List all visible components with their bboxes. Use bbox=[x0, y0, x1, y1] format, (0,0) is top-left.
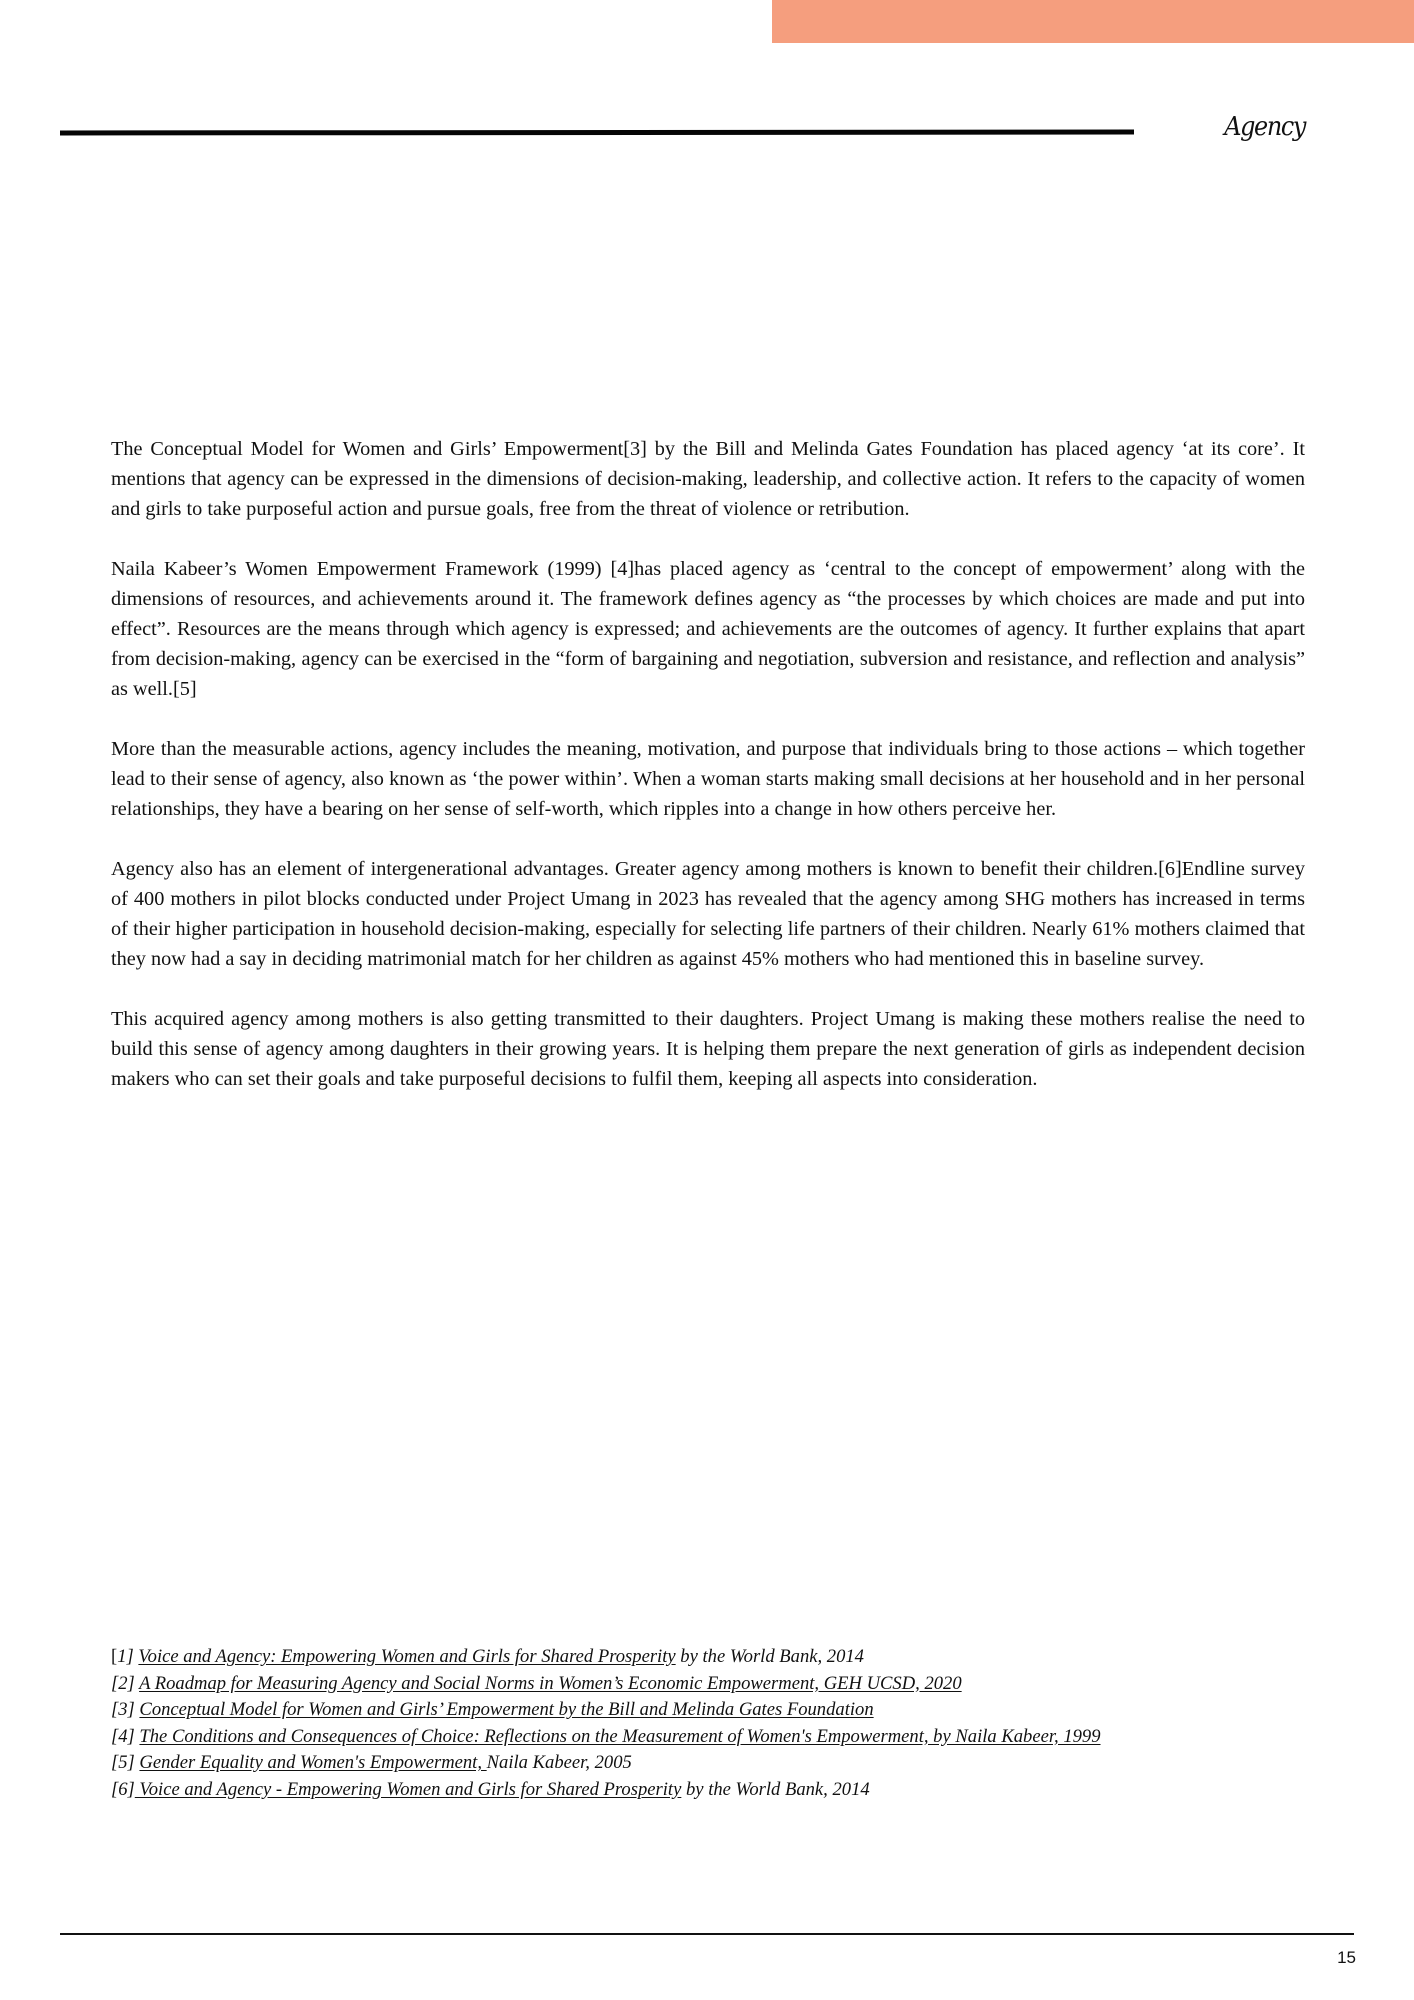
footnote-marker: [2] bbox=[111, 1672, 140, 1694]
footnote-suffix: by the World Bank, 2014 bbox=[675, 1646, 864, 1667]
header-accent-bar bbox=[772, 0, 1414, 43]
section-title: Agency bbox=[1224, 112, 1305, 142]
footnote-link[interactable]: Voice and Agency: Empowering Women and Girls for Shared Prosperity bbox=[138, 1646, 676, 1667]
paragraph-kabeer-framework: Naila Kabeer’s Women Empowerment Framework (1999) [4]has placed agency as ‘central to the concept of empowerment’ along with the dimensions of resources, and achievements around it. The framework defines agency as “the processes by which choices are made and put into effect”. Resources are the means through which agency is expressed; and achievements are the outcomes of agency. It further explains that apart from decision-making, agency can be exercised in the “form of bargaining and negotiation, subversion and resistance, and reflection and analysis” as well.[5] bbox=[111, 558, 1305, 700]
footnote-3 bbox=[111, 1697, 1311, 1724]
body-text bbox=[111, 434, 1305, 1124]
footnote-marker: [5] bbox=[111, 1752, 140, 1773]
footnote-suffix: Naila Kabeer, 2005 bbox=[486, 1752, 632, 1773]
footnote-suffix: by the World Bank, 2014 bbox=[681, 1778, 870, 1800]
footer-rule bbox=[60, 1933, 1354, 1935]
footnote-link[interactable]: The Conditions and Consequences of Choice: Reflections on the Measurement of Women's Empowerment, by Naila Kabeer, 1999 bbox=[139, 1725, 1101, 1747]
paragraph-daughters: This acquired agency among mothers is also getting transmitted to their daughters. Project Umang is making these mothers realise the need to build this sense of agency among daughters in their growing years. It is helping them prepare the next generation of girls as independent decision makers who can set their goals and take purposeful decisions to fulfil them, keeping all aspects into consideration. bbox=[111, 1008, 1305, 1090]
header-rule bbox=[60, 130, 1134, 136]
footnote-4 bbox=[111, 1724, 1311, 1751]
page-number: 15 bbox=[1337, 1948, 1356, 1967]
footnote-link[interactable]: Voice and Agency - Empowering Women and Girls for Shared Prosperity bbox=[134, 1778, 682, 1800]
footnote-2 bbox=[111, 1671, 1311, 1698]
footnotes bbox=[111, 1644, 1311, 1803]
footnote-marker: [4] bbox=[111, 1725, 140, 1747]
paragraph-intergenerational: Agency also has an element of intergenerational advantages. Greater agency among mothers is known to benefit their children.[6]Endline survey of 400 mothers in pilot blocks conducted under Project Umang in 2023 has revealed that the agency among SHG mothers has increased in terms of their higher participation in household decision-making, especially for selecting life partners of their children. Nearly 61% mothers claimed that they now had a say in deciding matrimonial match for her children as against 45% mothers who had mentioned this in baseline survey. bbox=[111, 858, 1305, 970]
footnote-1 bbox=[111, 1644, 1311, 1671]
footnote-marker: 1] bbox=[117, 1646, 139, 1667]
footnote-marker-open: [ bbox=[111, 1646, 118, 1667]
footnote-5 bbox=[111, 1750, 1311, 1777]
footnote-link[interactable]: A Roadmap for Measuring Agency and Social Norms in Women’s Economic Empowerment, GEH UCSD, 2020 bbox=[139, 1672, 962, 1694]
footnote-marker: [3] bbox=[111, 1699, 140, 1720]
footnote-marker: [6] bbox=[111, 1778, 135, 1800]
paragraph-conceptual-model: The Conceptual Model for Women and Girls’ Empowerment[3] by the Bill and Melinda Gates Foundation has placed agency ‘at its core’. It mentions that agency can be expressed in the dimensions of decision-making, leadership, and collective action. It refers to the capacity of women and girls to take purposeful action and pursue goals, free from the threat of violence or retribution. bbox=[111, 438, 1305, 520]
paragraph-power-within: More than the measurable actions, agency includes the meaning, motivation, and purpose that individuals bring to those actions – which together lead to their sense of agency, also known as ‘the power within’. When a woman starts making small decisions at her household and in her personal relationships, they have a bearing on her sense of self-worth, which ripples into a change in how others perceive her. bbox=[111, 738, 1305, 820]
footnote-6 bbox=[111, 1777, 1311, 1804]
footnote-link[interactable]: Conceptual Model for Women and Girls’ Empowerment by the Bill and Melinda Gates Foundation bbox=[139, 1699, 874, 1720]
footnote-link[interactable]: Gender Equality and Women's Empowerment, bbox=[139, 1752, 487, 1773]
